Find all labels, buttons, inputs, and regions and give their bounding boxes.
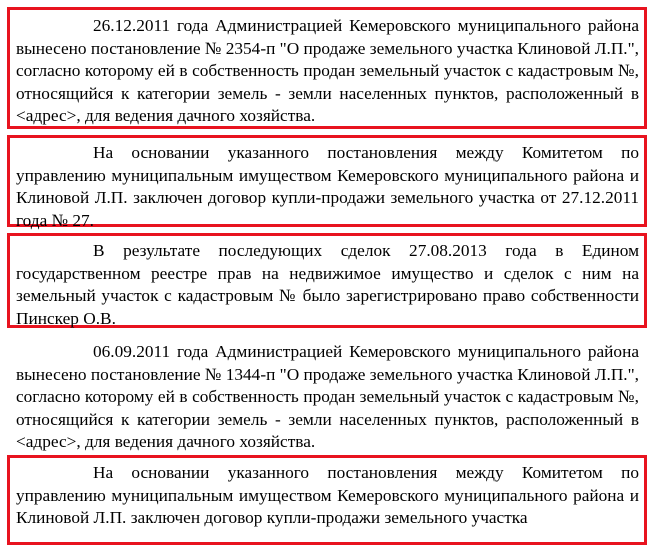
highlighted-paragraph-contract-second: На основании указанного постановления между Комитетом по управлению муниципальным имуществом Кемеровского муниципального района и Клиновой Л.П. заключен договор купли-продажи земельного участка bbox=[7, 455, 647, 545]
highlighted-paragraph-resolution-2354: 26.12.2011 года Администрацией Кемеровского муниципального района вынесено постановление № 2354-п "О продаже земельного участка Клиновой Л.П.", согласно которому ей в собственность продан земельный участок с кадастровым №, относящийся к категории земель - земли населенных пунктов, расположенный в <адрес>, для ведения дачного хозяйства. bbox=[7, 7, 647, 129]
highlighted-paragraph-contract-27: На основании указанного постановления между Комитетом по управлению муниципальным имуществом Кемеровского муниципального района и Клиновой Л.П. заключен договор купли-продажи земельного участка от 27.12.2011 года № 27. bbox=[7, 135, 647, 227]
highlighted-paragraph-ownership-registration: В результате последующих сделок 27.08.2013 года в Едином государственном реестре прав на недвижимое имущество и сделок с ним на земельный участок с кадастровым № было зарегистрировано право собственности Пинскер О.В. bbox=[7, 233, 647, 328]
paragraph-resolution-1344: 06.09.2011 года Администрацией Кемеровского муниципального района вынесено постановление № 1344-п "О продаже земельного участка Клиновой Л.П.", согласно которому ей в собственность продан земельный участок с кадастровым №, относящийся к категории земель - земли населенных пунктов, расположенный в <адрес>, для ведения дачного хозяйства. bbox=[16, 342, 639, 452]
